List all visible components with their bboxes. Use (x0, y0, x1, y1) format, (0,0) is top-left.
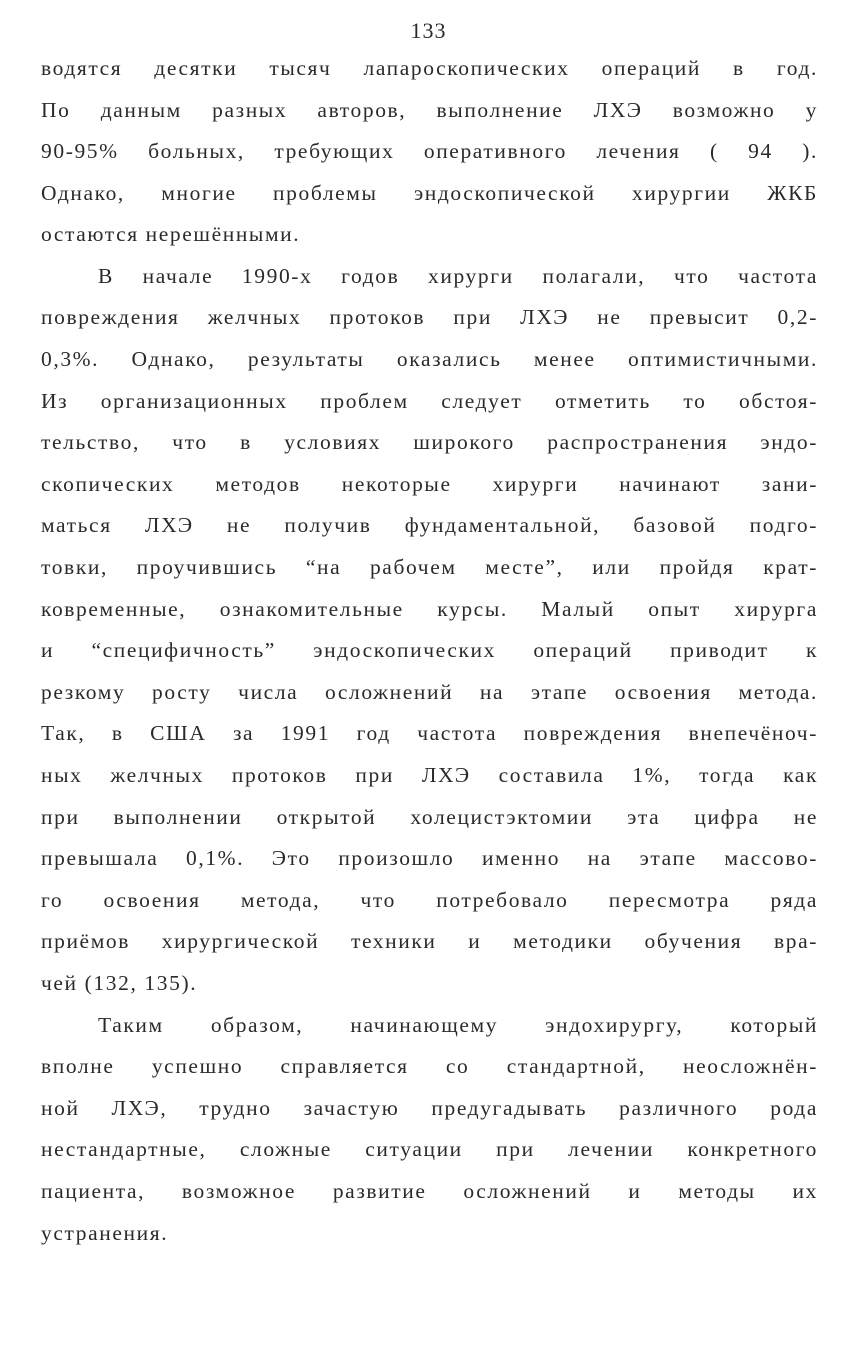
text-line: и “специфичность” эндоскопических операций приводит к (41, 638, 818, 662)
text-line: По данным разных авторов, выполнение ЛХЭ возможно у (41, 98, 818, 122)
text-line: маться ЛХЭ не получив фундаментальной, базовой подго- (41, 513, 818, 537)
text-line: водятся десятки тысяч лапароскопических операций в год. (41, 56, 818, 80)
text-line: товки, проучившись “на рабочем месте”, или пройдя крат- (41, 555, 818, 579)
text-line: ных желчных протоков при ЛХЭ составила 1%, тогда как (41, 763, 818, 787)
text-line: Так, в США за 1991 год частота повреждения внепечёноч- (41, 721, 818, 745)
text-line: Из организационных проблем следует отметить то обстоя- (41, 389, 818, 413)
text-line: Таким образом, начинающему эндохирургу, который (98, 1013, 818, 1037)
page-number: 133 (410, 18, 447, 43)
text-line: вполне успешно справляется со стандартной, неосложнён- (41, 1054, 818, 1078)
text-line: Однако, многие проблемы эндоскопической хирургии ЖКБ (41, 181, 818, 205)
text-line: скопических методов некоторые хирурги начинают зани- (41, 472, 818, 496)
text-line: 0,3%. Однако, результаты оказались менее оптимистичными. (41, 347, 818, 371)
text-line: резкому росту числа осложнений на этапе освоения метода. (41, 680, 818, 704)
text-line: 90-95% больных, требующих оперативного лечения ( 94 ). (41, 139, 818, 163)
text-line: устранения. (41, 1221, 169, 1245)
text-line: остаются нерешёнными. (41, 222, 301, 246)
text-line: нестандартные, сложные ситуации при лечении конкретного (41, 1137, 818, 1161)
text-line: тельство, что в условиях широкого распространения эндо- (41, 430, 818, 454)
text-line: превышала 0,1%. Это произошло именно на этапе массово- (41, 846, 818, 870)
text-line: ной ЛХЭ, трудно зачастую предугадывать различного рода (41, 1096, 818, 1120)
text-line: приёмов хирургической техники и методики обучения вра- (41, 929, 818, 953)
text-line: чей (132, 135). (41, 971, 198, 995)
text-line: пациента, возможное развитие осложнений и методы их (41, 1179, 818, 1203)
text-line: при выполнении открытой холецистэктомии эта цифра не (41, 805, 818, 829)
text-line: го освоения метода, что потребовало пересмотра ряда (41, 888, 818, 912)
text-line: ковременные, ознакомительные курсы. Малый опыт хирурга (41, 597, 818, 621)
text-line: В начале 1990-х годов хирурги полагали, что частота (98, 264, 818, 288)
text-line: повреждения желчных протоков при ЛХЭ не превысит 0,2- (41, 305, 818, 329)
